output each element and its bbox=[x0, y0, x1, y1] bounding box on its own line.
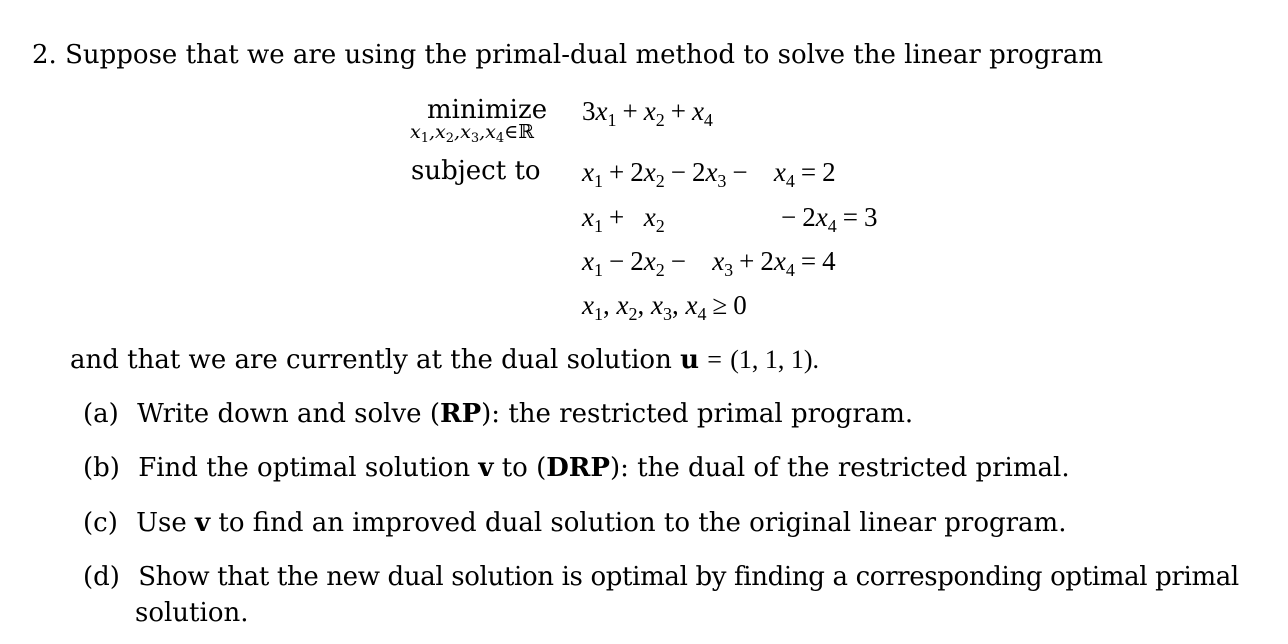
v-vector: v bbox=[478, 453, 494, 483]
part-d-label: (d) bbox=[83, 562, 120, 592]
objective-function: $3x_1 + x_2 + x_4$ bbox=[582, 96, 713, 130]
constraint-2-rhs: − $2x_4 = 3$ bbox=[781, 202, 878, 236]
part-a-label: (a) bbox=[83, 399, 119, 429]
dual-statement-text: and that we are currently at the dual solution bbox=[70, 345, 672, 375]
constraint-1: $x_1 + 2x_2 - 2x_3$ − $x_4 = 2$ bbox=[582, 157, 836, 191]
rp-term: RP bbox=[439, 399, 482, 429]
part-c: (c) Use v to find an improved dual solution to the original linear program. bbox=[83, 508, 1067, 538]
part-d-line2: solution. bbox=[135, 598, 249, 628]
minimize-domain: $x_1,x_2,x_3,x_4\in ℝ$ bbox=[410, 121, 534, 146]
dual-solution-statement: and that we are currently at the dual solution u = (1, 1, 1). bbox=[70, 345, 820, 375]
minimize-label: minimize bbox=[427, 95, 548, 125]
drp-term: DRP bbox=[546, 453, 610, 483]
problem-statement bbox=[32, 40, 1103, 70]
part-b: (b) Find the optimal solution v to (DRP): the dual of the restricted primal. bbox=[83, 453, 1070, 483]
part-b-label: (b) bbox=[83, 453, 120, 483]
dual-vector-name: u bbox=[680, 345, 699, 375]
constraint-3: $x_1 - 2x_2$ − $x_3 + 2x_4 = 4$ bbox=[582, 246, 836, 280]
part-a: (a) Write down and solve (RP): the restricted primal program. bbox=[83, 399, 914, 429]
subject-to-label: subject to bbox=[411, 156, 541, 186]
nonnegativity-constraint: $x_1$, $x_2$, $x_3$, $x_4 \ge 0$ bbox=[582, 290, 747, 324]
part-d: (d) Show that the new dual solution is optimal by finding a corresponding optimal primal bbox=[83, 562, 1239, 592]
constraint-2: $x_1 + x_2$ bbox=[582, 202, 665, 236]
dual-vector-value: (1, 1, 1). bbox=[730, 345, 820, 374]
problem-number: 2. bbox=[32, 40, 57, 70]
part-c-label: (c) bbox=[83, 508, 118, 538]
problem-intro: Suppose that we are using the primal-dual method to solve the linear program bbox=[65, 40, 1104, 70]
v-vector-c: v bbox=[195, 508, 211, 538]
